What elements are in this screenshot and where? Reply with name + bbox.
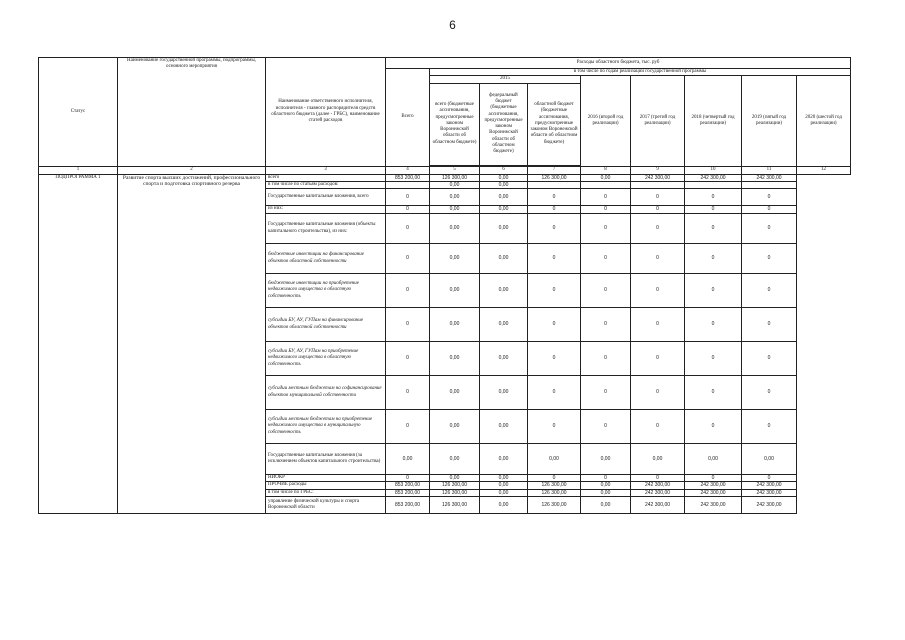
value-cell: 0 <box>685 189 742 206</box>
col-number: 3 <box>266 166 386 174</box>
value-cell: 126 300,00 <box>528 489 581 496</box>
col-number: 6 <box>480 166 528 174</box>
value-cell: 0,00 <box>581 174 631 181</box>
row-label: бюджетные инвестиции на приобретение недвижимого имущества в областную собственность <box>266 274 386 308</box>
status-cell: ПОДПРОГРАММА 1 <box>39 174 118 513</box>
value-cell: 0 <box>685 206 742 214</box>
value-cell: 0 <box>631 410 685 444</box>
col-number: 10 <box>685 166 742 174</box>
value-cell: 0 <box>528 342 581 376</box>
value-cell: 242 300,00 <box>685 496 742 513</box>
header-2015-regional: областной бюджет (бюджетные ассигнования, предусмотренные законом Воронежской области об областном бюджете) <box>528 83 581 165</box>
col-number: 4 <box>386 166 430 174</box>
value-cell: 0,00 <box>430 410 480 444</box>
value-cell: 0 <box>581 475 631 482</box>
value-cell: 242 300,00 <box>631 174 685 181</box>
col-number: 1 <box>39 166 118 174</box>
value-cell: 126 300,00 <box>528 482 581 489</box>
header-2016: 2016 (второй год реализации) <box>581 76 631 166</box>
value-cell: 0,00 <box>430 189 480 206</box>
value-cell: 0 <box>685 274 742 308</box>
value-cell <box>581 181 631 188</box>
row-label: субсидии БУ, АУ, ГУПам на финансирование объектов областной собственности <box>266 308 386 342</box>
header-2017: 2017 (третий год реализации) <box>631 76 685 166</box>
value-cell: 0,00 <box>480 181 528 188</box>
value-cell: 0,00 <box>480 214 528 244</box>
value-cell: 0,00 <box>685 444 742 475</box>
value-cell: 0 <box>685 376 742 410</box>
col-number: 5 <box>430 166 480 174</box>
value-cell: 0,00 <box>480 376 528 410</box>
value-cell: 853 200,00 <box>386 174 430 181</box>
col-number: 11 <box>742 166 797 174</box>
value-cell: 0 <box>742 189 797 206</box>
value-cell: 0 <box>528 274 581 308</box>
value-cell: 0,00 <box>430 376 480 410</box>
value-cell: 0 <box>528 410 581 444</box>
value-cell: 0 <box>685 342 742 376</box>
value-cell: 0 <box>581 274 631 308</box>
header-status: Статус <box>39 58 118 167</box>
value-cell: 0 <box>742 206 797 214</box>
value-cell: 0 <box>581 376 631 410</box>
value-cell: 0,00 <box>430 475 480 482</box>
value-cell: 0 <box>742 475 797 482</box>
column-numbers-row <box>39 166 851 174</box>
col-number: 7 <box>528 166 581 174</box>
row-label: субсидии БУ, АУ, ГУПам на приобретение недвижимого имущества в областную собственность <box>266 342 386 376</box>
value-cell <box>685 181 742 188</box>
row-label: субсидии местным бюджетам на приобретение недвижимого имущества в муниципальную собственность <box>266 410 386 444</box>
value-cell: 0,00 <box>430 342 480 376</box>
value-cell: 0 <box>581 342 631 376</box>
value-cell: 0 <box>528 244 581 274</box>
row-label: ПРОЧИЕ расходы <box>266 482 386 489</box>
value-cell: 126 300,00 <box>528 496 581 513</box>
value-cell: 0,00 <box>480 189 528 206</box>
value-cell: 0 <box>386 244 430 274</box>
header-2019: 2019 (пятый год реализации) <box>742 76 797 166</box>
value-cell: 242 300,00 <box>742 496 797 513</box>
value-cell: 0 <box>581 308 631 342</box>
row-label: в том числе по статьям расходов: <box>266 181 386 188</box>
header-expenses: Расходы областного бюджета, тыс. руб <box>386 58 851 69</box>
value-cell: 0 <box>528 475 581 482</box>
value-cell: 0 <box>528 308 581 342</box>
value-cell: 0,00 <box>480 496 528 513</box>
value-cell: 242 300,00 <box>742 489 797 496</box>
value-cell: 242 300,00 <box>742 482 797 489</box>
table-row <box>39 174 851 181</box>
value-cell: 242 300,00 <box>685 482 742 489</box>
value-cell: 0,00 <box>480 489 528 496</box>
value-cell: 0,00 <box>480 206 528 214</box>
value-cell: 0,00 <box>480 244 528 274</box>
row-label: НИОКР <box>266 475 386 482</box>
value-cell <box>742 181 797 188</box>
page-number: 6 <box>449 18 456 32</box>
header-2015-federal: федеральный бюджет (бюджетные ассигнования, предусмотренные законом Воронежской области об областном бюджете) <box>480 83 528 165</box>
value-cell: 0,00 <box>480 475 528 482</box>
value-cell: 0,00 <box>480 274 528 308</box>
value-cell: 853 200,00 <box>386 489 430 496</box>
col-number: 2 <box>118 166 266 174</box>
value-cell: 0 <box>631 274 685 308</box>
value-cell: 0 <box>631 244 685 274</box>
value-cell: 0 <box>386 475 430 482</box>
value-cell: 242 300,00 <box>742 174 797 181</box>
value-cell: 0 <box>386 308 430 342</box>
value-cell: 0 <box>631 189 685 206</box>
value-cell: 242 300,00 <box>631 489 685 496</box>
value-cell: 0 <box>386 206 430 214</box>
value-cell: 0,00 <box>480 410 528 444</box>
budget-table <box>38 57 851 514</box>
row-label: Государственные капитальные вложения (объекты капитального строительства), из них: <box>266 214 386 244</box>
header-2020: 2020 (шестой год реализации) <box>797 76 851 166</box>
value-cell: 0 <box>742 244 797 274</box>
value-cell: 0,00 <box>430 274 480 308</box>
value-cell: 0 <box>581 244 631 274</box>
value-cell: 0 <box>386 189 430 206</box>
value-cell: 0,00 <box>430 244 480 274</box>
row-label: субсидии местным бюджетам на софинансирование объектов муниципальной собственности <box>266 376 386 410</box>
value-cell: 0 <box>685 244 742 274</box>
value-cell: 0 <box>742 214 797 244</box>
value-cell: 126 300,00 <box>528 174 581 181</box>
col-number: 8 <box>581 166 631 174</box>
value-cell: 0 <box>685 475 742 482</box>
value-cell: 0 <box>742 342 797 376</box>
row-label: в том числе по ГРБС: <box>266 489 386 496</box>
value-cell: 0 <box>528 206 581 214</box>
value-cell: 853 200,00 <box>386 482 430 489</box>
value-cell: 0 <box>386 274 430 308</box>
col-number: 12 <box>797 166 851 174</box>
value-cell: 0,00 <box>430 214 480 244</box>
value-cell: 0 <box>386 342 430 376</box>
value-cell: 0 <box>581 189 631 206</box>
value-cell: 0 <box>742 376 797 410</box>
value-cell: 0,00 <box>631 444 685 475</box>
program-cell: Развитие спорта высших достижений, профессионального спорта и подготовка спортивного резерва <box>118 174 266 513</box>
value-cell: 0,00 <box>480 342 528 376</box>
value-cell: 0 <box>742 274 797 308</box>
value-cell: 0,00 <box>430 181 480 188</box>
value-cell: 0 <box>631 342 685 376</box>
value-cell: 0 <box>685 410 742 444</box>
value-cell: 0 <box>581 214 631 244</box>
value-cell: 0,00 <box>430 206 480 214</box>
value-cell: 0,00 <box>581 489 631 496</box>
value-cell: 0 <box>685 308 742 342</box>
value-cell: 0 <box>631 214 685 244</box>
value-cell <box>631 181 685 188</box>
value-cell: 0,00 <box>480 174 528 181</box>
header-executor: Наименование ответственного исполнителя, исполнителя - главного распорядителя средств областного бюджета (далее - ГРБС), наименование статей расходов <box>266 58 386 167</box>
value-cell: 126 300,00 <box>430 482 480 489</box>
value-cell: 0 <box>386 214 430 244</box>
value-cell: 0,00 <box>528 444 581 475</box>
value-cell: 242 300,00 <box>685 489 742 496</box>
value-cell: 0,00 <box>480 482 528 489</box>
value-cell: 0 <box>631 376 685 410</box>
row-label: всего <box>266 174 386 181</box>
value-cell: 0 <box>685 214 742 244</box>
value-cell: 0,00 <box>386 444 430 475</box>
value-cell: 0 <box>581 410 631 444</box>
row-label: управление физической культуры и спорта Воронежской области <box>266 496 386 513</box>
value-cell: 126 300,00 <box>430 496 480 513</box>
value-cell: 0 <box>631 308 685 342</box>
value-cell: 0,00 <box>581 482 631 489</box>
value-cell: 0 <box>581 206 631 214</box>
value-cell: 0,00 <box>430 308 480 342</box>
value-cell: 0 <box>742 308 797 342</box>
value-cell: 0,00 <box>581 496 631 513</box>
row-label: из них: <box>266 206 386 214</box>
value-cell: 0 <box>386 376 430 410</box>
header-2018: 2018 (четвертый год реализации) <box>685 76 742 166</box>
col-number: 9 <box>631 166 685 174</box>
value-cell <box>528 181 581 188</box>
header-2015-total: всего (бюджетные ассигнования, предусмотренные законом Воронежской области об областном бюджете) <box>430 83 480 165</box>
value-cell: 0 <box>742 410 797 444</box>
value-cell: 0,00 <box>742 444 797 475</box>
value-cell: 126 300,00 <box>430 174 480 181</box>
value-cell: 0 <box>528 189 581 206</box>
value-cell: 0 <box>631 475 685 482</box>
row-label: Государственные капитальные вложения (за исключением объектов капитального строительства) <box>266 444 386 475</box>
header-year-2015: 2015 <box>430 76 581 83</box>
value-cell: 0 <box>528 214 581 244</box>
value-cell: 242 300,00 <box>631 496 685 513</box>
value-cell: 853 200,00 <box>386 496 430 513</box>
header-by-years: в том числе по годам реализации государственной программы <box>430 69 851 76</box>
header-total: Всего <box>386 69 430 167</box>
header-program-name: Наименование государственной программы, подпрограммы, основного мероприятия <box>118 58 266 167</box>
value-cell: 0 <box>386 410 430 444</box>
value-cell: 0,00 <box>480 444 528 475</box>
value-cell: 0,00 <box>480 308 528 342</box>
value-cell: 242 300,00 <box>631 482 685 489</box>
value-cell: 242 300,00 <box>685 174 742 181</box>
value-cell: 126 300,00 <box>430 489 480 496</box>
value-cell: 0 <box>528 376 581 410</box>
row-label: Государственные капитальные вложения, всего <box>266 189 386 206</box>
value-cell: 0,00 <box>581 444 631 475</box>
row-label: бюджетные инвестиции на финансирование объектов областной собственности <box>266 244 386 274</box>
value-cell: 0 <box>631 206 685 214</box>
value-cell <box>386 181 430 188</box>
value-cell: 0,00 <box>430 444 480 475</box>
